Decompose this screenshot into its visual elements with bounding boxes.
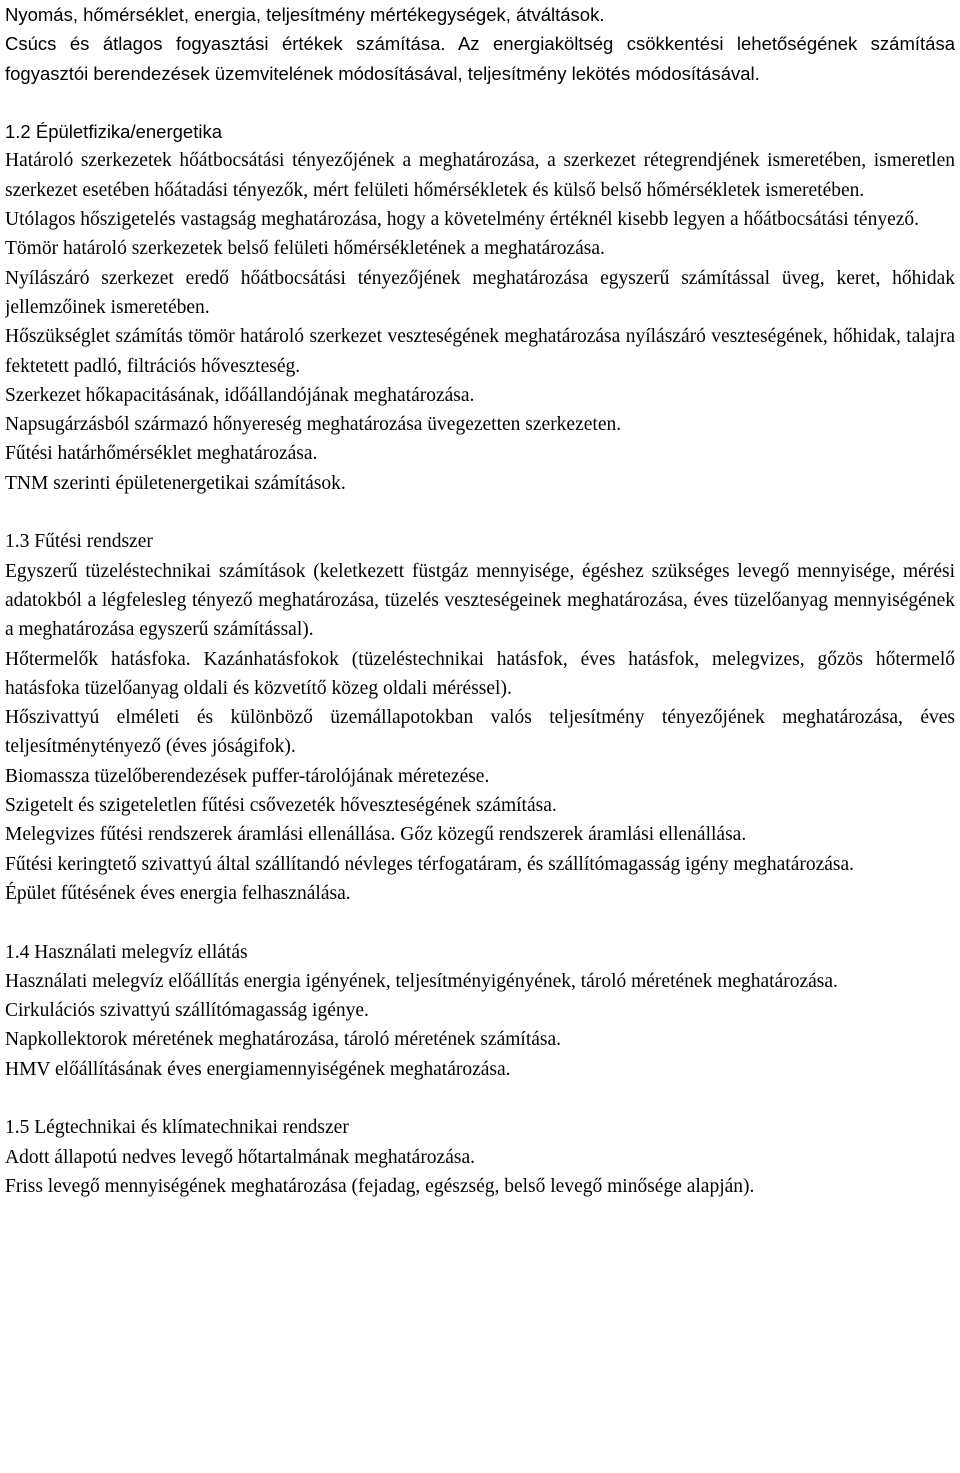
section-paragraph: Melegvizes fűtési rendszerek áramlási ellenállása. Gőz közegű rendszerek áramlási ellenállása. [5,824,747,846]
section-paragraph: Cirkulációs szivattyú szállítómagasság igénye. [5,1000,369,1022]
intro-section [5,0,955,88]
section-paragraph: Nyílászáró szerkezet eredő hőátbocsátási tényezőjének meghatározása egyszerű számítással üveg, keret, hőhidak jellemzőinek ismeretében. [5,267,955,318]
section-paragraph: HMV előállításának éves energiamennyiségének meghatározása. [5,1058,511,1080]
section-heading: 1.2 Épületfizika/energetika [5,121,222,143]
section-domestic-hot-water [5,938,955,1084]
section-ventilation-air-conditioning [5,1113,955,1201]
section-paragraph: Utólagos hőszigetelés vastagság meghatározása, hogy a követelmény értéknél kisebb legyen a hőátbocsátási tényező. [5,209,920,231]
section-gap [5,908,955,937]
section-heading: 1.4 Használati melegvíz ellátás [5,941,248,963]
section-paragraph: Fűtési keringtető szivattyú által szállítandó névleges térfogatáram, és szállítómagasság igény meghatározása. [5,853,855,875]
section-gap [5,1084,955,1113]
section-paragraph: Használati melegvíz előállítás energia igényének, teljesítményigényének, tároló méretének meghatározása. [5,970,838,992]
section-gap [5,498,955,527]
intro-paragraph-2: Csúcs és átlagos fogyasztási értékek számítása. Az energiaköltség csökkentési lehetőségének számítása fogyasztói berendezések üzemvitelének módosításával, teljesítmény lekötés módosításával. [5,33,955,84]
section-paragraph: Épület fűtésének éves energia felhasználása. [5,882,351,904]
section-paragraph: Szigetelt és szigeteletlen fűtési csővezeték hőveszteségének számítása. [5,795,557,817]
section-paragraph: Tömör határoló szerkezetek belső felületi hőmérsékletének a meghatározása. [5,238,605,260]
section-paragraph: Biomassza tüzelőberendezések puffer-tárolójának méretezése. [5,765,490,787]
intro-paragraph-1: Nyomás, hőmérséklet, energia, teljesítmény mértékegységek, átváltások. [5,4,605,25]
section-paragraph: Szerkezet hőkapacitásának, időállandójának meghatározása. [5,384,475,406]
section-paragraph: Egyszerű tüzeléstechnikai számítások (keletkezett füstgáz mennyisége, égéshez szükséges levegő mennyisége, mérési adatokból a légfelesleg tényező meghatározása, tüzelés veszteségeinek meghatározása, éves tüzelőanyag mennyiségének a meghatározása egyszerű számítással). [5,560,955,641]
section-paragraph: Napsugárzásból származó hőnyereség meghatározása üvegezetten szerkezeten. [5,414,622,436]
section-paragraph: Hőszükséglet számítás tömör határoló szerkezet veszteségének meghatározása nyílászáró veszteségének, hőhidak, talajra fektetett padló, filtrációs hőveszteség. [5,326,955,377]
section-gap [5,88,955,117]
section-paragraph: Fűtési határhőmérséklet meghatározása. [5,443,318,465]
section-heating-system [5,527,955,908]
section-paragraph: Friss levegő mennyiségének meghatározása (fejadag, egészség, belső levegő minősége alapján). [5,1175,755,1197]
section-heading: 1.3 Fűtési rendszer [5,531,153,553]
section-paragraph: Hőszivattyú elméleti és különböző üzemállapotokban valós teljesítmény tényezőjének meghatározása, éves teljesítménytényező (éves jóságifok). [5,707,955,758]
section-paragraph: Hőtermelők hatásfoka. Kazánhatásfokok (tüzeléstechnikai hatásfok, éves hatásfok, melegvizes, gőzös hőtermelő hatásfoka tüzelőanyag oldali és közvetítő közeg oldali méréssel). [5,648,955,699]
section-paragraph: Adott állapotú nedves levegő hőtartalmának meghatározása. [5,1146,475,1168]
section-building-physics [5,117,955,498]
section-paragraph: Napkollektorok méretének meghatározása, tároló méretének számítása. [5,1029,562,1051]
section-paragraph: Határoló szerkezetek hőátbocsátási tényezőjének a meghatározása, a szerkezet rétegrendjének ismeretében, ismeretlen szerkezet esetében hőátadási tényezők, mért felületi hőmérsékletek és külső belső hőmérsékletek ismeretében. [5,150,955,201]
section-heading: 1.5 Légtechnikai és klímatechnikai rendszer [5,1117,349,1139]
document-page [5,0,955,1473]
section-paragraph: TNM szerinti épületenergetikai számítások. [5,472,346,494]
